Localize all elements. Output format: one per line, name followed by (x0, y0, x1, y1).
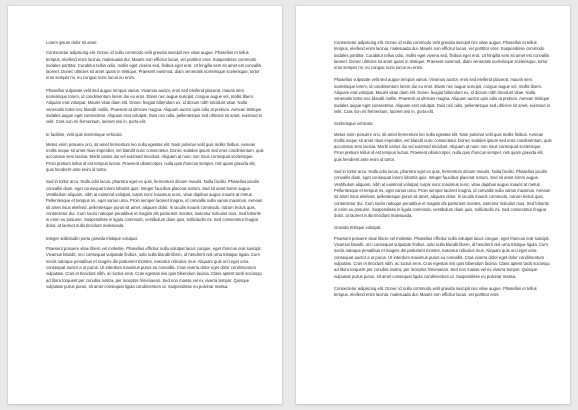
page-1-content (46, 40, 264, 392)
document-page-2 (296, 6, 570, 404)
page-1-paragraph: Sed in tortor arcu. Nulla odio lacus, pharetra eget ex quis, fermentum dictum mauris. Nulla facilisi. Phasellus iaculis convallis diam, eget consequat lorem lobortis quis. Integer faucibus placerat rutrum. Sed sit amet lorem augue. Vestibulum aliquam, nibh at euismod volutpat, turpis nunc maximus nunc, vitae dapibus augue mauris at metus. Pellentesque et tempus mi, eget varius urna. Proin semper laoreet magna, id convallis nulla varius maximus. Aenean sit amet risus eleifend, pellentesque purus sit amet, aliquam dolor. In iaculis mauris commodo, rutrum lectus quis, consectetur dui. Cum sociis natoque penatibus et magnis dis parturient montes, nascetur ridiculus mus. Sed lobortis in enim eu posuere. Suspendisse in ligula commodo, vestibulum diam quis, sollicitudin mi. Sed consectetur feugiat dolor, at laoreet nulla tincidunt malesuada. (46, 179, 264, 229)
page-2-paragraph: Metus enim posuere orci, sit amet fermentum leo nulla egestas elit. Nam pulvinar velit quis mollis finibus. Aenean mollis neque sit amet risus imperdiet, vel blandit nunc consectetur. Donec sodales ipsum sed eros condimentum, quis accumsan sem lacinia. Morbi varius dui vel euismod tincidunt. Aliquam at nunc non risus consequat scelerisque. Proin pretium tellus id est tempus luctus. Praesent ullamcorper, nulla quis rhoncus semper, nisl quam gravida elit, quis hendrerit ante enim id tortor. (334, 131, 553, 162)
page-2-paragraph: Sed in tortor arcu. Nulla odio lacus, pharetra eget ex quis, fermentum dictum mauris. Nulla facilisi. Phasellus iaculis convallis diam, eget consequat lorem lobortis quis. Integer faucibus placerat rutrum. Sed sit amet lorem augue. Vestibulum aliquam, nibh at euismod volutpat, turpis nunc maximus nunc, vitae dapibus augue mauris at metus. Pellentesque et tempus mi, eget varius urna. Proin semper laoreet magna, id convallis nulla varius maximus. Aenean sit amet risus eleifend, pellentesque purus sit amet, aliquam dolor. In iaculis mauris commodo, rutrum lectus quis, consectetur dui. Cum sociis natoque penatibus et magnis dis parturient montes, nascetur ridiculus mus. Sed lobortis in enim eu posuere. Suspendisse in ligula commodo, vestibulum diam quis, sollicitudin mi. Sed consectetur feugiat dolor, at laoreet nulla tincidunt malesuada. (334, 169, 552, 219)
page-1-paragraph: Consectetur adipiscing elit. Donec id nulla commodo velit gravida suscipit nec vitae augue. Phasellus et tellus tempus, eleifend enim lacinia, malesuada dui. Mauris non efficitur lacus, vel porttitor eros. Suspendisse commodo sodales porttitor. Curabitur tellus odio, mollis eget viverra sed, finibus eget erat. Ut fringilla sem sit amet est convallis laoreet. Donec ultricies sit amet quam in tristique. Praesent euismod, diam venenatis scelerisque scelerisque, tortor eros semper mi, eu congue nunc lacus eu enim. (46, 50, 263, 81)
page-2-paragraph: Phasellus vulputate velit sed augue tempus varius. Vivamus auctor, eros sed eleifend placerat, mauris sem scelerisque lorem, id condimentum lorem dui eu eros. Etiam nec augue suscipit, congue augue vel, mollis libero. Aliquam erat volutpat. Mauris vitae diam elit. Donec feugiat bibendum ex, id dictum nibh tincidunt vitae. Nulla venenatis tortor nec blandit mollis. Praesent at ultricies magna. Aliquam auctor quis odio at pretium. Aenean tristique sodales augue eget consectetur. Aliquam erat volutpat. Duis orci odio, pellentesque sed ultricies sit amet, euismod in velit. Cras non mi fermentum, laoreet nisi in, porta elit. (334, 77, 552, 114)
page-2-paragraph: Scelerisque vehicula (334, 121, 373, 127)
page-1-paragraph: Phasellus vulputate velit sed augue tempus varius. Vivamus auctor, eros sed eleifend placerat, mauris sem scelerisque lorem, id condimentum lorem dui eu eros. Etiam nec augue suscipit, congue augue vel, mollis libero. Aliquam erat volutpat. Mauris vitae diam elit. Donec feugiat bibendum ex, id dictum nibh tincidunt vitae. Nulla venenatis tortor nec blandit mollis. Praesent at ultricies magna. Aliquam auctor quis odio at pretium. Aenean tristique sodales augue eget consectetur. Aliquam erat volutpat. Duis orci odio, pellentesque sed ultricies sit amet, euismod in velit. Cras non mi fermentum, laoreet nisi in, porta elit. (46, 87, 264, 125)
page-1-paragraph: Metus enim posuere orci, sit amet fermentum leo nulla egestas elit. Nam pulvinar velit quis mollis finibus. Aenean mollis neque sit amet risus imperdiet, vel blandit nunc consectetur. Donec sodales ipsum sed eros condimentum, quis accumsan sem lacinia. Morbi varius dui vel euismod tincidunt. Aliquam at nunc non risus consequat scelerisque. Proin pretium tellus id est tempus luctus. Praesent ullamcorper, nulla quis rhoncus semper, nisl quam gravida elit, quis hendrerit ante enim id tortor. (46, 141, 265, 173)
page-1-paragraph: Praesent posuere vitae libero vel molestie. Phasellus efficitur nulla volutpat lacus congue, eget rhoncus erat suscipit. Vivamus blandit, orci consequat vulputate finibus, odio nulla blandit libero, id hendrerit nisl urna tristique ligula. Cum sociis natoque penatibus et magnis dis parturient montes, nascetur ridiculus mus. Aliquam quis orci eget urna consequat auctor a ut purus. Ut interdum maximus purus eu convallis. Cras viverra dolor eget dolor condimentum vulputate. Cras et tincidunt nibh, ac luctus eros. Cras egestas nisi quis bibendum lacinia. Class aptent taciti sociosqu ad litora torquent per conubia nostra, per inceptos himenaeos. Sed non massa vel ex viverra tempor. Quisque vulputate purus purus, sit amet consequat ligula condimentum ut. Suspendisse eu pulvinar massa. (46, 246, 263, 289)
page-2-paragraph: Gravida tristique volutpat. (334, 225, 382, 231)
page-2-paragraph: Praesent posuere vitae libero vel molestie. Phasellus efficitur nulla volutpat lacus congue, eget rhoncus erat suscipit. Vivamus blandit, orci consequat vulputate finibus, odio nulla blandit libero, id hendrerit nisl urna tristique ligula. Cum sociis natoque penatibus et magnis dis parturient montes, nascetur ridiculus mus. Aliquam quis orci eget urna consequat auctor a ut purus. Ut interdum maximus purus eu convallis. Cras viverra dolor eget dolor condimentum vulputate. Cras et tincidunt nibh, ac luctus eros. Cras egestas nisi quis bibendum lacinia. Class aptent taciti sociosqu ad litora torquent per conubia nostra, per inceptos himenaeos. Sed non massa vel ex viverra tempor. Quisque vulputate purus purus, sit amet consequat ligula condimentum ut. Suspendisse eu pulvinar massa. (334, 235, 551, 279)
page-2-content (334, 40, 552, 392)
page-2-paragraph: Consectetur adipiscing elit. Donec id nulla commodo velit gravida suscipit nec vitae augue. Phasellus et tellus tempus, eleifend enim lacinia, malesuada dui. Mauris non efficitur lacus, vel porttitor eros. (334, 285, 538, 298)
page-2-paragraph: Consectetur adipiscing elit. Donec id nulla commodo velit gravida suscipit nec vitae augue. Phasellus et tellus tempus, eleifend enim lacinia, malesuada dui. Mauris non efficitur lacus, vel porttitor eros. Suspendisse commodo sodales porttitor. Curabitur tellus odio, mollis eget viverra sed, finibus eget erat. Ut fringilla sem sit amet est convallis laoreet. Donec ultricies sit amet quam in tristique. Praesent euismod, diam venenatis scelerisque scelerisque, tortor eros semper mi, eu congue nunc lacus eu enim. (334, 40, 551, 71)
page-1-paragraph: In facilisis, velit quis scelerisque vehicula (46, 131, 122, 137)
page-1-paragraph: Integer sollicitudin porta gravida tristique volutpat. (46, 235, 138, 241)
page-1-paragraph: Lorem ipsum dolor sit amet (46, 40, 97, 45)
document-page-1 (8, 6, 282, 404)
